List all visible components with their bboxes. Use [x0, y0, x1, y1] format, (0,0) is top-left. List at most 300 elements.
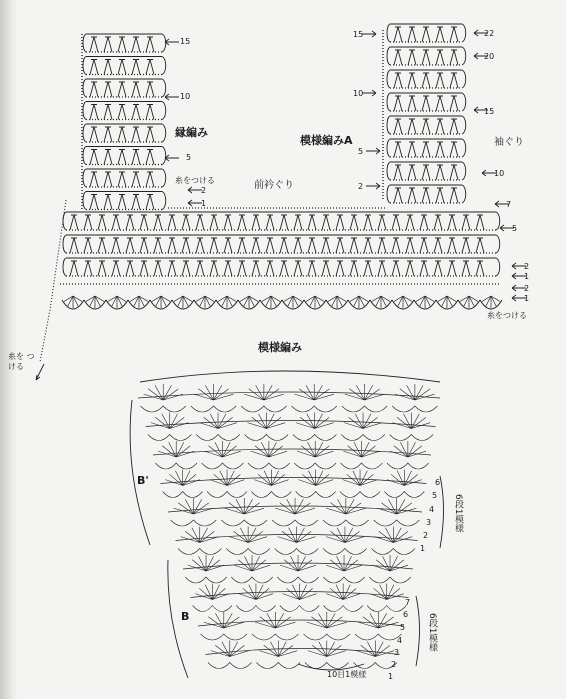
right-strap-row-stitch	[450, 165, 458, 180]
left-strap-row-stitch	[104, 195, 112, 210]
row-number: 7	[405, 598, 411, 607]
row-number: 5	[400, 623, 406, 632]
body-row-stitch	[238, 238, 246, 253]
right-strap-row-stitch	[408, 27, 416, 42]
left-strap-row-stitch	[90, 195, 98, 210]
fan-stitch	[381, 503, 396, 514]
chain-arch	[201, 634, 247, 640]
left-strap-row-stitch	[90, 82, 98, 97]
brace-upper-repeat	[440, 476, 444, 548]
fan-stitch	[208, 617, 223, 628]
left-strap-row-stitch	[118, 127, 126, 142]
left-strap-row-stitch	[132, 127, 140, 142]
row-number: 3	[426, 518, 432, 527]
chain-arch	[342, 406, 387, 412]
right-strap-row-stitch	[422, 96, 430, 111]
body-row-stitch	[336, 261, 344, 276]
right-strap-row-stitch	[408, 188, 416, 203]
fan-stitch	[330, 531, 345, 542]
body-row-stitch	[392, 238, 400, 253]
fan-stitch	[229, 503, 244, 514]
left-strap-row-stitch	[146, 37, 154, 52]
fan-stitch	[264, 645, 279, 656]
body-row-stitch	[420, 238, 428, 253]
chain-arch	[191, 406, 236, 412]
right-strap-row-stitch	[408, 142, 416, 157]
arrow-left	[165, 155, 179, 161]
right-strap-row-stitch	[436, 73, 444, 88]
side-edge-line	[40, 200, 66, 362]
right-strap-row-stitch	[408, 96, 416, 111]
body-row-stitch	[168, 215, 176, 230]
body-row-stitch	[406, 238, 414, 253]
fan-stitch	[286, 588, 299, 599]
fan-stitch	[256, 588, 269, 599]
arrow-right	[366, 148, 380, 154]
fan-stitch	[155, 417, 169, 428]
right-strap-row-stitch	[394, 96, 402, 111]
row-number: 1	[388, 672, 394, 681]
body-row-stitch	[252, 261, 260, 276]
chain-arch	[236, 606, 275, 612]
fan-stitch	[170, 417, 185, 428]
right-strap-row-stitch	[422, 50, 430, 65]
right-strap-row-stitch	[422, 119, 430, 134]
row-number: 10	[180, 92, 191, 101]
fan-stitch	[415, 389, 430, 400]
left-strap-row-stitch	[132, 172, 140, 187]
left-strap-row-stitch	[118, 195, 126, 210]
right-strap-row-stitch	[450, 188, 458, 203]
body-row-stitch	[462, 215, 470, 230]
chain-arch	[193, 606, 232, 612]
right-strap-row-stitch	[408, 73, 416, 88]
row-number: 1	[201, 199, 207, 208]
body-row-stitch	[140, 215, 148, 230]
fan-stitch	[348, 446, 362, 457]
row-number: 22	[484, 29, 495, 38]
stitch-repeat-note: 10目1模様	[327, 670, 367, 679]
body-row-stitch	[140, 261, 148, 276]
arrow-left	[165, 94, 179, 100]
left-strap-row-stitch	[90, 105, 98, 120]
row-number: 6	[435, 478, 441, 487]
body-row-stitch	[182, 215, 190, 230]
body-row-stitch	[406, 215, 414, 230]
fan-stitch	[269, 446, 283, 457]
left-strap-row-stitch	[90, 150, 98, 165]
chain-arch	[231, 577, 272, 583]
body-row-stitch	[98, 261, 106, 276]
fan-stitch	[302, 474, 315, 485]
row-number: 2	[423, 531, 429, 540]
fan-stitch	[169, 474, 182, 485]
row-number: 4	[397, 636, 403, 645]
body-row-stitch	[294, 261, 302, 276]
left-strap-row-stitch	[132, 195, 140, 210]
body-row-stitch	[112, 238, 120, 253]
chain-arch	[185, 577, 226, 583]
section-b-prime-label: B'	[137, 474, 149, 487]
fan-stitch	[264, 389, 279, 400]
fan-stitch	[212, 588, 225, 599]
fan-stitch	[311, 617, 326, 628]
right-strap-row-stitch	[436, 188, 444, 203]
fan-stitch	[390, 560, 404, 571]
body-row-stitch	[280, 238, 288, 253]
chain-row	[206, 649, 400, 655]
chain-arch	[208, 663, 252, 669]
chain-row	[138, 392, 440, 398]
body-row-stitch	[308, 215, 316, 230]
chain-arch	[256, 663, 300, 669]
edge-stitch-label: 縁編み	[175, 126, 208, 139]
fan-stitch	[316, 474, 329, 485]
row-number: 5	[186, 153, 192, 162]
chain-arch	[355, 634, 401, 640]
fan-stitch	[260, 617, 275, 628]
left-strap-row-stitch	[104, 105, 112, 120]
armhole-label: 袖ぐり	[494, 137, 524, 148]
row-number: 5	[358, 147, 364, 156]
fan-stitch	[300, 588, 313, 599]
body-row-stitch	[238, 261, 246, 276]
right-strap-row-stitch	[450, 142, 458, 157]
right-strap-row-stitch	[436, 165, 444, 180]
body-row-stitch	[392, 215, 400, 230]
chain-arch	[277, 577, 318, 583]
chain-arch	[390, 435, 434, 441]
fan-stitch	[349, 389, 364, 400]
body-row-stitch	[84, 215, 92, 230]
fan-stitch	[315, 446, 329, 457]
left-strap-row-stitch	[104, 150, 112, 165]
fan-stitch	[393, 531, 408, 542]
body-row-stitch	[420, 261, 428, 276]
fan-stitch	[275, 617, 291, 628]
right-strap-row-stitch	[436, 119, 444, 134]
arrow-left	[188, 187, 202, 193]
body-row-stitch	[336, 238, 344, 253]
row-number: 2	[524, 284, 530, 293]
fan-pattern-chart	[138, 371, 440, 669]
fan-stitch	[411, 417, 426, 428]
body-row-stitch	[476, 261, 484, 276]
body-row-stitch	[252, 215, 260, 230]
fan-stitch	[365, 389, 380, 400]
right-strap-row-stitch	[450, 73, 458, 88]
body-row-stitch	[378, 215, 386, 230]
right-strap-row-stitch	[422, 165, 430, 180]
chain-arch	[241, 406, 286, 412]
body-row-stitch	[84, 238, 92, 253]
right-strap-row-stitch	[436, 96, 444, 111]
fan-stitch	[266, 417, 281, 428]
chain-arch	[163, 492, 203, 498]
front-neck-label: 前衿ぐり	[254, 180, 294, 191]
repeat-note-upper: 6段1模様	[453, 494, 463, 533]
body-row-stitch	[210, 261, 218, 276]
body-row-stitch	[378, 238, 386, 253]
right-strap-row-stitch	[450, 96, 458, 111]
left-strap-row-stitch	[118, 172, 126, 187]
fan-stitch	[183, 474, 196, 485]
chain-arch	[323, 606, 362, 612]
fan-stitch	[408, 446, 422, 457]
left-strap-row-stitch	[90, 172, 98, 187]
fan-stitch	[397, 503, 412, 514]
chain-arch	[196, 435, 240, 441]
fan-stitch	[234, 531, 249, 542]
right-strap-row-stitch	[450, 27, 458, 42]
left-strap-row-stitch	[104, 37, 112, 52]
chain-arch	[304, 634, 350, 640]
body-row-stitch	[364, 215, 372, 230]
attach-yarn-label-outer: 糸を つける	[8, 352, 35, 371]
bodice-body-rows	[60, 208, 500, 284]
body-row-stitch	[448, 238, 456, 253]
body-row-stitch	[364, 238, 372, 253]
body-row-stitch	[224, 261, 232, 276]
arrow-right	[366, 183, 380, 189]
chain-row	[146, 421, 436, 427]
chain-arch	[207, 492, 247, 498]
fan-stitch	[298, 560, 312, 571]
body-row-stitch	[350, 238, 358, 253]
body-row-stitch	[126, 238, 134, 253]
row-number: 2	[201, 186, 207, 195]
right-strap-row-stitch	[422, 142, 430, 157]
body-row-stitch	[406, 261, 414, 276]
body-row-stitch	[112, 215, 120, 230]
fan-stitch	[327, 645, 342, 656]
chain-arch	[296, 492, 336, 498]
body-row-stitch	[266, 261, 274, 276]
fan-stitch	[347, 474, 360, 485]
row-number: 1	[524, 294, 530, 303]
body-row-stitch	[448, 261, 456, 276]
chain-row	[153, 449, 431, 455]
fan-stitch	[176, 446, 190, 457]
pattern-title: 模様編み	[258, 341, 302, 354]
fan-stitch	[375, 645, 390, 656]
fan-stitch	[227, 474, 240, 485]
chain-arch	[384, 492, 424, 498]
left-strap-row-stitch	[118, 105, 126, 120]
left-strap-row-stitch	[132, 60, 140, 75]
left-strap-row-stitch	[118, 37, 126, 52]
fan-stitch	[330, 588, 343, 599]
fan-stitch	[271, 474, 284, 485]
body-row-stitch	[308, 238, 316, 253]
body-row-stitch	[196, 238, 204, 253]
row-number: 2	[358, 182, 364, 191]
fan-stitch	[378, 617, 394, 628]
chain-arch	[221, 520, 267, 526]
fan-stitch	[345, 531, 360, 542]
body-row-stitch	[196, 261, 204, 276]
right-strap-row-stitch	[394, 165, 402, 180]
fan-stitch	[314, 389, 329, 400]
body-row-stitch	[266, 238, 274, 253]
chain-arch	[148, 435, 192, 441]
top-edge-arc	[140, 371, 440, 382]
edge-scallop-row	[40, 200, 502, 362]
chain-arch	[178, 549, 222, 555]
body-row-stitch	[350, 261, 358, 276]
row-arrows	[36, 30, 526, 380]
left-strap-row-stitch	[146, 82, 154, 97]
left-strap-row-stitch	[90, 37, 98, 52]
fan-stitch	[376, 560, 390, 571]
body-row-stitch	[196, 215, 204, 230]
chain-arch	[323, 549, 367, 555]
body-row-stitch	[434, 261, 442, 276]
body-row-stitch	[70, 238, 78, 253]
left-strap-row-stitch	[104, 60, 112, 75]
body-row-stitch	[182, 261, 190, 276]
row-number: 20	[484, 52, 495, 61]
right-strap-row-stitch	[422, 188, 430, 203]
body-row-stitch	[70, 215, 78, 230]
chain-arch	[387, 463, 429, 469]
fan-stitch	[330, 560, 344, 571]
body-row-stitch	[322, 238, 330, 253]
body-row-stitch	[70, 261, 78, 276]
left-strap-row-stitch	[132, 82, 140, 97]
fan-stitch	[327, 617, 343, 628]
fan-stitch	[200, 531, 215, 542]
body-row-stitch	[294, 238, 302, 253]
fan-stitch	[280, 503, 295, 514]
body-row-stitch	[154, 238, 162, 253]
fan-stitch	[252, 417, 266, 428]
fan-stitch	[343, 588, 356, 599]
left-strap-row-stitch	[146, 195, 154, 210]
right-strap-row-stitch	[408, 119, 416, 134]
left-strap-row-stitch	[104, 82, 112, 97]
body-row-stitch	[98, 215, 106, 230]
arrow-right	[362, 90, 376, 96]
row-number: 15	[484, 107, 495, 116]
row-number: 15	[180, 37, 191, 46]
chain-arch	[294, 463, 336, 469]
row-number: 5	[432, 491, 438, 500]
body-row-stitch	[476, 215, 484, 230]
fan-stitch	[301, 446, 315, 457]
fan-stitch	[387, 588, 400, 599]
fan-stitch	[148, 389, 163, 400]
arrow-right	[362, 31, 376, 37]
right-strap-row-stitch	[422, 73, 430, 88]
body-row-stitch	[336, 215, 344, 230]
fan-stitch	[349, 417, 363, 428]
fan-stitch	[363, 417, 378, 428]
fan-stitch	[193, 503, 208, 514]
body-row-stitch	[294, 215, 302, 230]
chain-arch	[202, 463, 244, 469]
fan-stitch	[344, 560, 358, 571]
fan-stitch	[218, 417, 233, 428]
body-row-stitch	[266, 215, 274, 230]
pattern-a-label: 模様編みA	[300, 134, 353, 147]
left-strap-row-stitch	[118, 60, 126, 75]
right-strap-row-stitch	[450, 119, 458, 134]
arrow-left	[188, 200, 202, 206]
fan-stitch	[249, 389, 264, 400]
fan-stitch	[300, 417, 314, 428]
body-row-stitch	[420, 215, 428, 230]
chain-arch	[372, 549, 416, 555]
right-strap-row-stitch	[436, 27, 444, 42]
body-row-stitch	[252, 238, 260, 253]
body-row-stitch	[126, 261, 134, 276]
chain-arch	[252, 634, 298, 640]
left-strap-row-stitch	[146, 105, 154, 120]
body-row-stitch	[476, 238, 484, 253]
brace-lower-repeat	[416, 596, 420, 666]
fan-stitch	[258, 474, 271, 485]
chain-row	[161, 478, 427, 484]
left-strap-row-stitch	[118, 150, 126, 165]
fan-stitch	[215, 645, 230, 656]
left-strap-row-stitch	[90, 127, 98, 142]
fan-stitch	[346, 503, 361, 514]
right-strap-row-stitch	[422, 27, 430, 42]
left-strap-row-stitch	[146, 150, 154, 165]
right-strap-row-stitch	[394, 188, 402, 203]
fan-stitch	[199, 588, 212, 599]
chain-arch	[367, 606, 406, 612]
body-row-stitch	[280, 215, 288, 230]
fan-stitch	[185, 531, 200, 542]
chain-arch	[226, 549, 270, 555]
fan-stitch	[394, 446, 408, 457]
chain-arch	[292, 406, 337, 412]
fan-stitch	[295, 503, 310, 514]
brace-b-prime	[130, 400, 150, 545]
section-b-label: B	[181, 610, 190, 623]
right-strap-row-stitch	[436, 50, 444, 65]
row-number: 1	[524, 272, 530, 281]
left-strap-row-stitch	[132, 37, 140, 52]
left-strap-row-stitch	[104, 127, 112, 142]
left-strap-rows	[82, 34, 166, 210]
fan-stitch	[391, 474, 404, 485]
row-number: 10	[353, 89, 364, 98]
fan-stitch	[214, 389, 229, 400]
fan-stitch	[400, 389, 415, 400]
fan-stitch	[248, 531, 263, 542]
fan-stitch	[238, 560, 252, 571]
body-row-stitch	[350, 215, 358, 230]
body-row-stitch	[392, 261, 400, 276]
fan-stitch	[379, 531, 394, 542]
left-strap-row-stitch	[146, 60, 154, 75]
right-strap-row-stitch	[394, 50, 402, 65]
fan-stitch	[374, 588, 387, 599]
body-row-stitch	[224, 215, 232, 230]
repeat-note-lower: 6段1模様	[427, 613, 437, 652]
chain-arch	[392, 406, 437, 412]
arrow-left	[165, 39, 179, 45]
chain-row	[198, 620, 404, 626]
fan-stitch	[297, 531, 312, 542]
body-row-stitch	[98, 238, 106, 253]
chain-arch	[171, 520, 217, 526]
fan-stitch	[282, 531, 297, 542]
body-row-stitch	[378, 261, 386, 276]
